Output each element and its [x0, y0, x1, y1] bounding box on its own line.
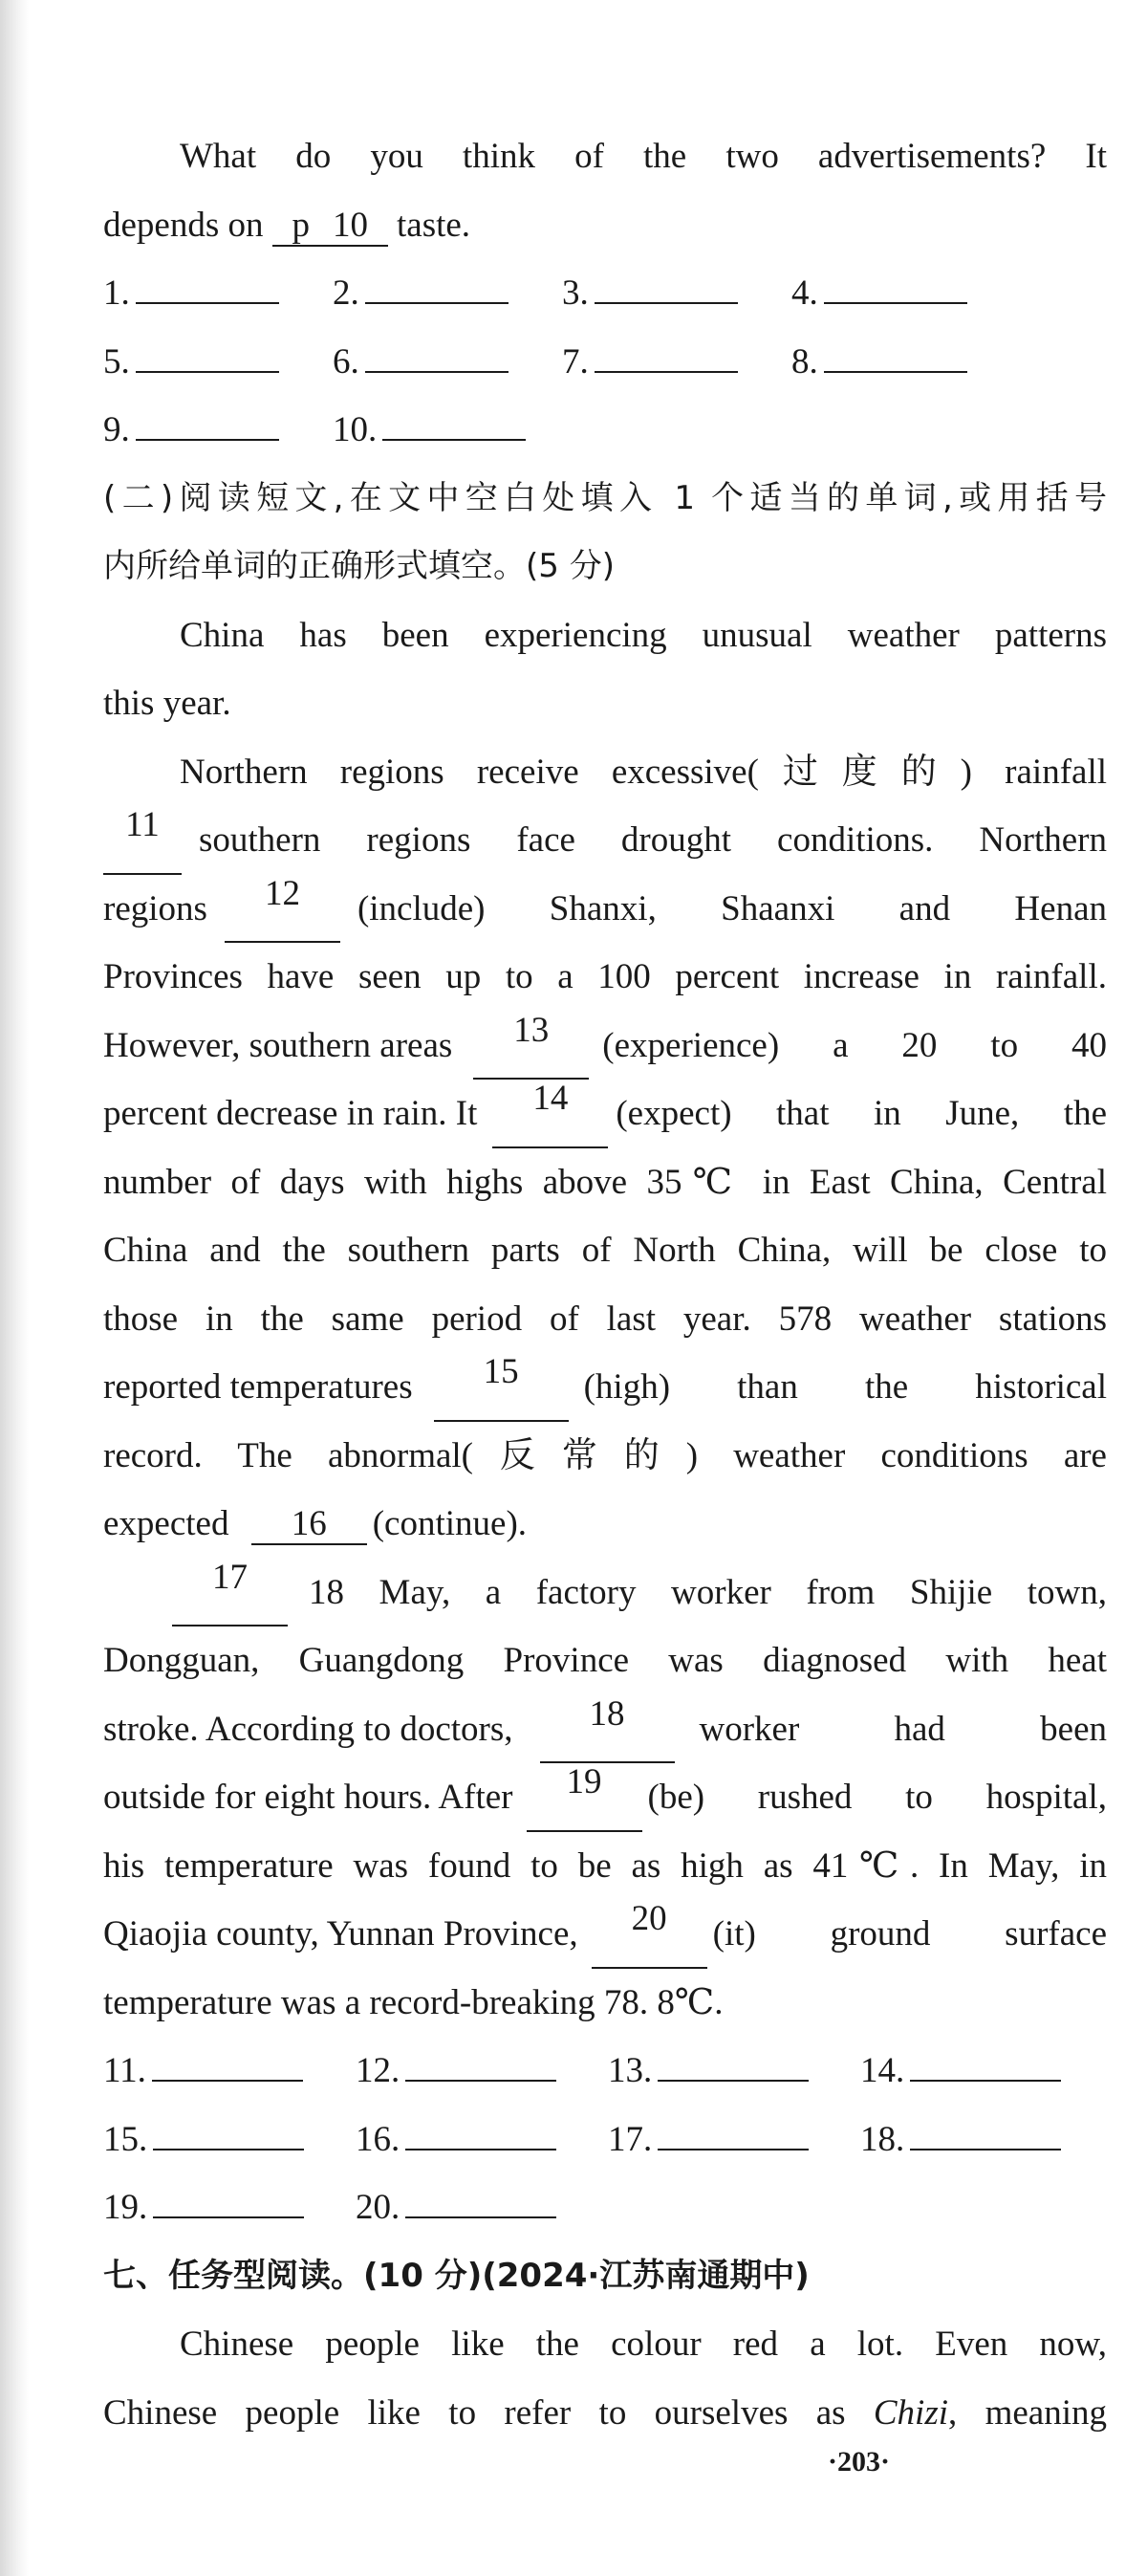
- section-2-heading-line-1: (二)阅读短文,在文中空白处填入 1 个适当的单词,或用括号: [103, 478, 1107, 517]
- section-7-line: Chinese people like to refer to ourselves as Chizi, meaning: [103, 2392, 1107, 2433]
- passage-line: temperature was a record-breaking 78. 8℃.: [103, 1982, 724, 2022]
- passage-line: Qiaojia county, Yunnan Province, 20 (it) ground surface: [103, 1900, 1107, 1969]
- answer-row: 9. 10.: [103, 396, 1107, 465]
- answer-line[interactable]: [658, 2120, 809, 2150]
- passage-line: this year.: [103, 684, 231, 723]
- answer-row: 11. 12. 13. 14.: [103, 2037, 1107, 2106]
- passage-line: However, southern areas 13 (experience) a 20 to 40: [103, 1012, 1107, 1081]
- page-content: [103, 122, 1107, 2447]
- answer-row: 15. 16. 17. 18.: [103, 2106, 1107, 2174]
- answer-line[interactable]: [136, 273, 279, 304]
- answer-row: 19. 20.: [103, 2173, 1107, 2242]
- passage-line: Provinces have seen up to a 100 percent increase in rainfall.: [103, 957, 1107, 996]
- blank-10: p 10: [272, 207, 388, 247]
- page-number: ·203·: [828, 2446, 891, 2478]
- blank-16: 16: [251, 1505, 367, 1545]
- answer-line[interactable]: [405, 2188, 556, 2218]
- passage-line: reported temperatures 15 (high) than the historical: [103, 1353, 1107, 1422]
- answer-line[interactable]: [405, 2120, 556, 2150]
- blank-18: 18: [540, 1695, 675, 1764]
- passage-line: Northern regions receive excessive(过度的) rainfall: [180, 752, 1107, 792]
- blank-15: 15: [434, 1353, 569, 1422]
- passage-line: 11 southern regions face drought conditions. Northern: [103, 806, 1107, 875]
- passage-line: 17 18 May, a factory worker from Shijie town,: [103, 1559, 1107, 1627]
- answer-line[interactable]: [382, 410, 526, 441]
- answer-line[interactable]: [595, 273, 738, 304]
- answer-line[interactable]: [153, 2120, 304, 2150]
- passage-line: expected 16 (continue).: [103, 1504, 528, 1543]
- passage-line: China has been experiencing unusual weather patterns: [180, 615, 1107, 655]
- answer-line[interactable]: [658, 2051, 809, 2082]
- answer-row: 5. 6. 7. 8.: [103, 328, 1107, 397]
- answer-line[interactable]: [152, 2051, 303, 2082]
- answer-line[interactable]: [136, 342, 279, 373]
- blank-19: 19: [527, 1763, 642, 1832]
- passage-line: record. The abnormal(反常的) weather conditions are: [103, 1435, 1107, 1475]
- answer-line[interactable]: [153, 2188, 304, 2218]
- answer-line[interactable]: [136, 410, 279, 441]
- section-7-heading: 七、任务型阅读。(10 分)(2024·江苏南通期中): [103, 2256, 810, 2295]
- answer-line[interactable]: [405, 2051, 556, 2082]
- intro-line-1: [103, 122, 1107, 191]
- page-edge-shadow: [0, 0, 29, 2576]
- passage-line: his temperature was found to be as high as 41℃. In May, in: [103, 1845, 1107, 1886]
- passage-line: Dongguan, Guangdong Province was diagnosed with heat: [103, 1641, 1107, 1680]
- passage-line: regions 12 (include) Shanxi, Shaanxi and Henan: [103, 875, 1107, 944]
- blank-11: 11: [103, 806, 182, 875]
- blank-17: 17: [172, 1559, 288, 1627]
- passage-line: stroke. According to doctors, 18 worker had been: [103, 1695, 1107, 1764]
- answer-grid-1: [103, 259, 1107, 465]
- answer-row: 1. 2. 3. 4.: [103, 259, 1107, 328]
- answer-grid-2: [103, 2037, 1107, 2242]
- passage-line: China and the southern parts of North China, will be close to: [103, 1231, 1107, 1270]
- answer-line[interactable]: [910, 2051, 1061, 2082]
- section-2-heading-line-2: 内所给单词的正确形式填空。(5 分): [103, 547, 615, 585]
- passage-line: those in the same period of last year. 578 weather stations: [103, 1299, 1107, 1339]
- intro-line-2: depends on p 10 taste.: [103, 205, 471, 245]
- blank-13: 13: [473, 1012, 589, 1081]
- answer-line[interactable]: [365, 273, 509, 304]
- blank-12: 12: [225, 875, 340, 944]
- answer-line[interactable]: [595, 342, 738, 373]
- passage-line: number of days with highs above 35℃ in East China, Central: [103, 1162, 1107, 1202]
- answer-line[interactable]: [824, 342, 967, 373]
- answer-line[interactable]: [824, 273, 967, 304]
- passage-line: percent decrease in rain. It 14 (expect) that in June, the: [103, 1080, 1107, 1148]
- passage-line: outside for eight hours. After 19 (be) rushed to hospital,: [103, 1763, 1107, 1832]
- answer-line[interactable]: [365, 342, 509, 373]
- blank-14: 14: [492, 1080, 608, 1148]
- intro-text: What do you think of the two advertisements? It: [180, 137, 1107, 176]
- section-7-line: Chinese people like the colour red a lot. Even now,: [180, 2325, 1107, 2364]
- blank-20: 20: [592, 1900, 707, 1969]
- answer-line[interactable]: [910, 2120, 1061, 2150]
